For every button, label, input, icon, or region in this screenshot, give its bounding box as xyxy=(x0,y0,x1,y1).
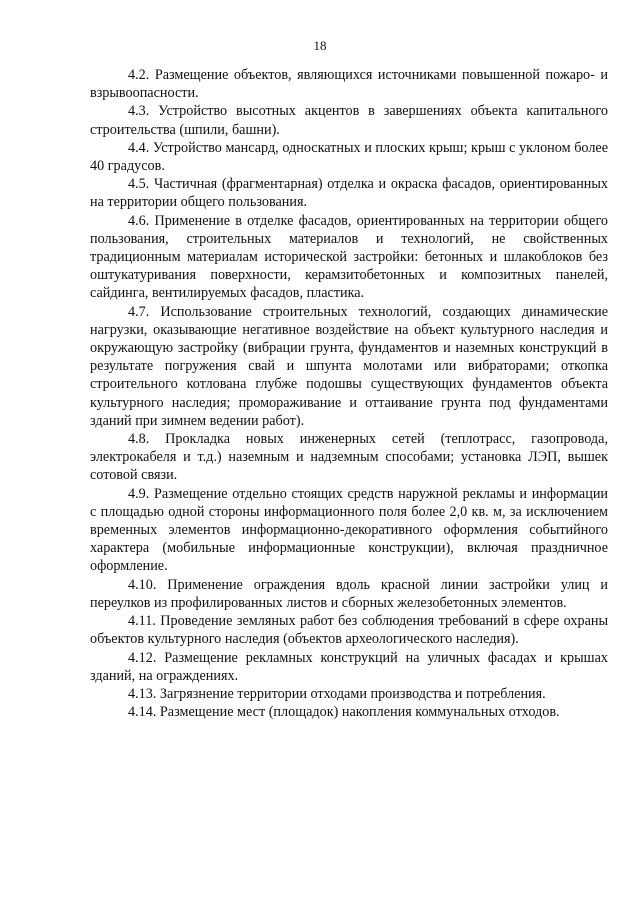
list-item-4-10: 4.10. Применение ограждения вдоль красной линии застройки улиц и переулков из профилированных листов и сборных железобетонных элементов. xyxy=(90,576,608,611)
list-item-4-11: 4.11. Проведение земляных работ без соблюдения требований в сфере охраны объектов культурного наследия (объектов археологического наследия). xyxy=(90,613,608,648)
list-item-4-2: 4.2. Размещение объектов, являющихся источниками повышенной пожаро- и взрывоопасности. xyxy=(90,67,608,102)
list-item-4-14: 4.14. Размещение мест (площадок) накопления коммунальных отходов. xyxy=(128,704,560,721)
document-body xyxy=(90,66,608,721)
list-item-4-8: 4.8. Прокладка новых инженерных сетей (теплотрасс, газопровода, электрокабеля и т.д.) наземным и надземным способами; установка ЛЭП, вышек сотовой связи. xyxy=(90,431,608,484)
list-item-4-7: 4.7. Использование строительных технологий, создающих динамические нагрузки, оказывающие негативное воздействие на объект культурного наследия и окружающую застройку (вибрации грунта, фундаментов и наземных конструкций в результате погружения свай и шпунта молотами или вибраторами; откопка строительного котлована глубже подошвы существующих фундаментов объекта культурного наследия; промораживание и оттаивание грунта под фундаментами зданий при зимнем ведении работ). xyxy=(90,303,608,429)
list-item-4-5: 4.5. Частичная (фрагментарная) отделка и окраска фасадов, ориентированных на территории общего пользования. xyxy=(90,176,608,211)
list-item-4-12: 4.12. Размещение рекламных конструкций на уличных фасадах и крышах зданий, на ограждениях. xyxy=(90,649,608,684)
list-item-4-3: 4.3. Устройство высотных акцентов в завершениях объекта капитального строительства (шпили, башни). xyxy=(90,103,608,138)
list-item-4-9: 4.9. Размещение отдельно стоящих средств наружной рекламы и информации с площадью одной стороны информационного поля более 2,0 кв. м, за исключением временных элементов информационно-декоративного оформления событийного характера (мобильные информационные конструкции), включая праздничное оформление. xyxy=(90,485,608,575)
list-item-4-4: 4.4. Устройство мансард, односкатных и плоских крыш; крыш с уклоном более 40 градусов. xyxy=(90,139,608,175)
list-item-4-6: 4.6. Применение в отделке фасадов, ориентированных на территории общего пользования, строительных материалов и технологий, не свойственных традиционным материалам исторической застройки: бетонных и шлакоблоков без оштукатуривания поверхности, керамзитобетонных и композитных панелей, сайдинга, вентилируемых фасадов, пластика. xyxy=(90,212,608,302)
list-item-4-13: 4.13. Загрязнение территории отходами производства и потребления. xyxy=(128,685,546,702)
page-number: 18 xyxy=(313,38,327,53)
